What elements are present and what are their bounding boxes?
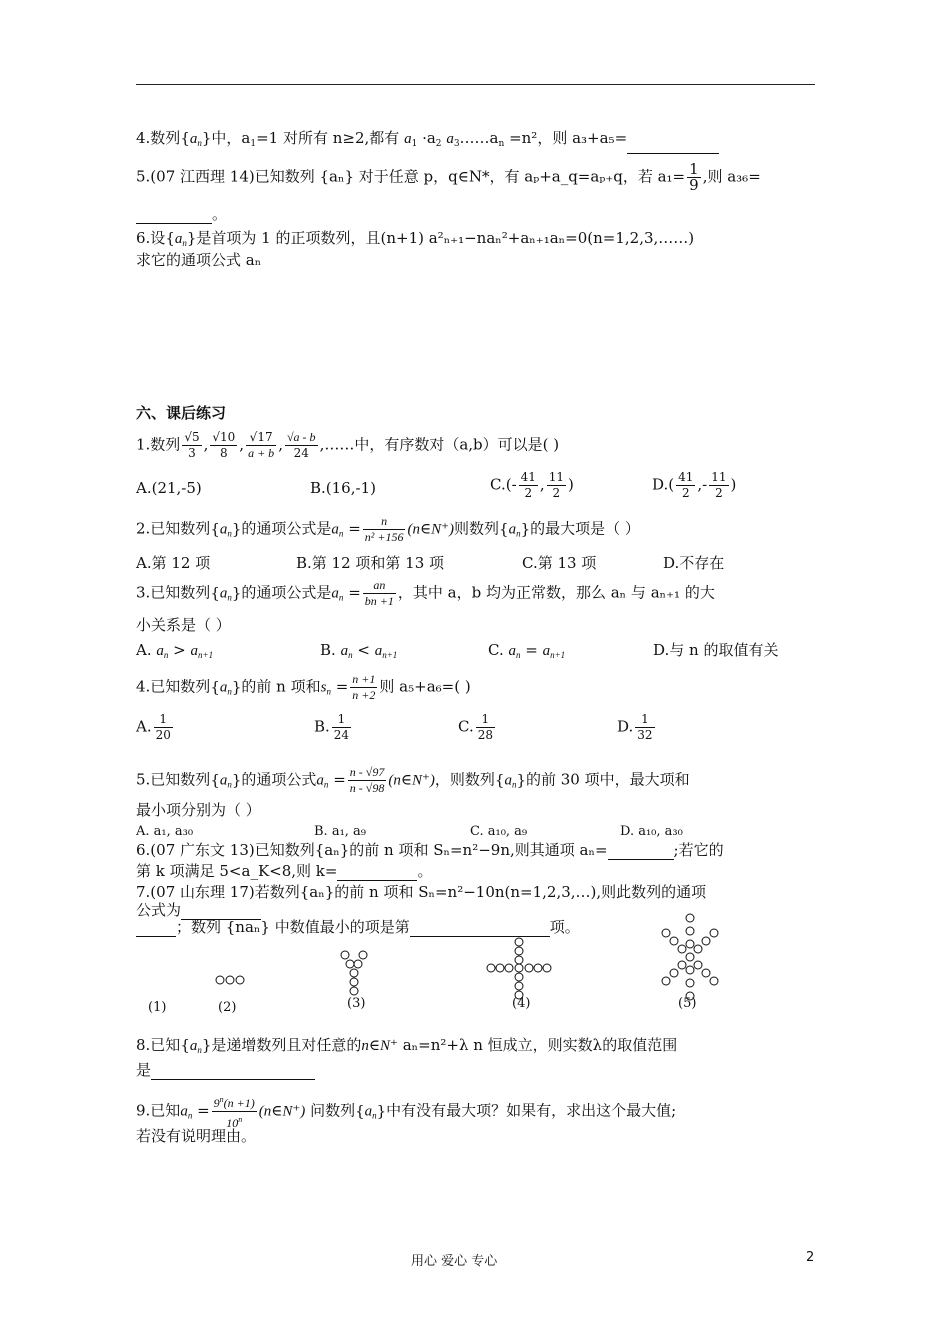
exercise-1: 1.数列 $\frac{√5}{3}$ , $\frac{√10}{8}$ , $\frac{√17}{a + b}$ , $\frac{√a - b}{24}$ ,……中，有序数对（a,b）可以是( ): [136, 430, 560, 460]
ex3-option-d[interactable]: D.与 n 的取值有关: [653, 641, 779, 659]
ex6-blank-1[interactable]: [608, 843, 674, 860]
question-5: [136, 162, 761, 193]
ex5-option-b[interactable]: B. a₁, a₉: [314, 824, 367, 839]
exercise-9: 9.已知$a_n$ = $\frac{9^n(n +1)}{10^n}$ (n∈N⁺) 问数列$\{a_n\}$中有没有最大项？如果有，求出这个最大值;: [136, 1095, 677, 1130]
section-title: 六、课后练习: [136, 404, 227, 422]
ex8-mid: 是递增数列且对任意的: [211, 1036, 362, 1054]
ex6-blank-2[interactable]: [337, 864, 417, 881]
ex2-suffix: 则数列: [454, 519, 500, 538]
q5-answer-blank[interactable]: [136, 207, 212, 224]
q4-answer-blank[interactable]: [627, 137, 719, 154]
ex8-answer-blank[interactable]: [151, 1063, 315, 1080]
ex6-line2b: 。: [417, 862, 433, 880]
exercise-7: 7.(07 山东理 17)若数列{aₙ}的前 n 项和 Sₙ=n²−10n(n=1,2,3,…),则此数列的通项: [136, 883, 707, 901]
ex1-option-c[interactable]: C.(- $\frac{41}{2}$ , $\frac{11}{2}$ ): [490, 470, 574, 500]
exercise-5-line2: 最小项分别为（ ）: [136, 801, 261, 819]
ex5-suffix: ，则数列: [434, 770, 495, 789]
exercise-5: 5.已知数列$\{a_n\}$的通项公式$a_n$ = $\frac{n - √97}{n - √98}$ (n∈N⁺)，则数列$\{a_n\}$的前 30 项中，最大项和: [136, 765, 690, 795]
ex1-option-b[interactable]: B.(16,-1): [310, 479, 376, 497]
q6-prefix: 6.设: [136, 229, 166, 247]
page-number: 2: [806, 1250, 815, 1265]
figure-label-4: (4): [512, 996, 531, 1011]
ex5-prefix: 5.已知数列: [136, 770, 211, 789]
ex6-line2: 第 k 项满足 5<a_K<8,则 k=: [136, 862, 338, 880]
question-6-line2: 求它的通项公式 aₙ: [136, 251, 262, 269]
ex5-mid: 的通项公式: [241, 770, 317, 789]
ex3-prefix: 3.已知数列: [136, 583, 211, 602]
q5-fraction: $\frac{1}{9}$: [689, 160, 699, 194]
ex3-option-c[interactable]: C. $a_n = a_{n+1}$: [488, 641, 566, 660]
exercise-6-line2: [136, 861, 432, 881]
ex9-suffix: 问数列: [310, 1101, 356, 1120]
q4-eq: =n²，则 a₃+a₅=: [509, 129, 628, 147]
ex2-prefix: 2.已知数列: [136, 519, 211, 538]
ex3-option-b[interactable]: B. $a_n < a_{n+1}$: [320, 641, 398, 660]
ex2-end: 的最大项是（ ）: [530, 519, 640, 538]
figure-label-2: (2): [218, 1000, 237, 1015]
ex2-mid: 的通项公式是: [241, 519, 332, 538]
ex2-option-b[interactable]: B.第 12 项和第 13 项: [296, 554, 445, 572]
ex7-line2: 公式为: [136, 901, 182, 919]
fig2-circle: [226, 976, 234, 984]
ex8-suffix: aₙ=n²+λ n 恒成立，则实数λ的取值范围: [402, 1036, 678, 1054]
ex3-mid: 的通项公式是: [241, 583, 332, 602]
figure-label-1: (1): [148, 1000, 167, 1015]
ex5-option-d[interactable]: D. a₁₀, a₃₀: [620, 824, 683, 839]
header-rule: [136, 84, 815, 85]
ex4-suffix: 则 a₅+a₆=( ): [379, 677, 471, 696]
exercise-4: 4.已知数列$\{a_n\}$的前 n 项和$s_n$ = $\frac{n +1}{n +2}$ 则 a₅+a₆=( ): [136, 672, 471, 702]
q5-suffix: ,则 a₃₆=: [702, 167, 761, 186]
figure-label-5: (5): [678, 996, 697, 1011]
ex4-option-b[interactable]: B. $\frac{1}{24}$: [314, 712, 350, 742]
ex4-option-a[interactable]: A. $\frac{1}{20}$: [136, 712, 171, 742]
ex2-option-a[interactable]: A.第 12 项: [136, 554, 211, 572]
ex7-line3a: ；数列 {naₙ} 中数值最小的项是第: [176, 918, 410, 936]
exercise-3: 3.已知数列$\{a_n\}$的通项公式是$a_n$ = $\frac{an}{bn +1}$ ，其中 a，b 均为正常数，那么 aₙ 与 aₙ₊₁ 的大: [136, 578, 715, 608]
exercise-3-line2: 小关系是（ ）: [136, 616, 231, 634]
fig2-circle: [236, 976, 244, 984]
ex8-prefix: 8.已知: [136, 1036, 181, 1054]
q4-text: =1 对所有 n≥2,都有: [256, 129, 400, 147]
ex4-option-c[interactable]: C. $\frac{1}{28}$: [458, 712, 493, 742]
q4-prefix: 4.数列: [136, 129, 181, 147]
exercise-9-line2: 若没有说明理由。: [136, 1127, 257, 1145]
ex7-line3b: 项。: [549, 918, 580, 936]
ex1-option-d[interactable]: D.( $\frac{41}{2}$ ,- $\frac{11}{2}$ ): [652, 470, 737, 500]
ex9-end: 中有没有最大项？如果有，求出这个最大值;: [386, 1101, 677, 1120]
q4-mid: 中，a: [211, 129, 251, 147]
exercise-6: [136, 840, 724, 860]
ex2-option-c[interactable]: C.第 13 项: [522, 554, 597, 572]
ex9-prefix: 9.已知: [136, 1101, 181, 1120]
ex6-line1b: ;若它的: [673, 841, 724, 859]
q6-text: 是首项为 1 的正项数列，且(n+1) a²ₙ₊₁−naₙ²+aₙ₊₁aₙ=0(n=1,2,3,……): [196, 229, 695, 247]
ex1-option-a[interactable]: A.(21,-5): [136, 479, 202, 497]
ex1-prefix: 1.数列: [136, 435, 181, 454]
question-5-blank-line: 。: [136, 204, 227, 224]
ex3-option-a[interactable]: A. $a_n > a_{n+1}$: [136, 641, 214, 660]
ex5-end: 的前 30 项中，最大项和: [526, 770, 690, 789]
ex5-option-a[interactable]: A. a₁, a₃₀: [136, 824, 194, 839]
ex4-option-d[interactable]: D. $\frac{1}{32}$: [617, 712, 653, 742]
ex4-mid: 的前 n 项和: [241, 677, 321, 696]
ex1-suffix: ,……中，有序数对（a,b）可以是( ): [319, 435, 560, 454]
exercise-8-line2: [136, 1060, 315, 1080]
ex8-line2: 是: [136, 1061, 152, 1079]
footer-motto: 用心 爱心 专心: [411, 1254, 498, 1269]
ex3-suffix: ，其中 a，b 均为正常数，那么 aₙ 与 aₙ₊₁ 的大: [397, 583, 715, 602]
question-4: 4.数列$\{a_n\}$中，$a_1=1$ 对所有 n≥2,都有 $a_1 \cdot a_2$ $a_3\dots\dots a_n =n^2$，则 a₃+a₅=: [136, 128, 719, 154]
exercise-8: 8.已知$\{a_n\}$是递增数列且对任意的n∈N⁺ aₙ=n²+λ n 恒成立，则实数λ的取值范围: [136, 1036, 678, 1055]
ex2-option-d[interactable]: D.不存在: [663, 554, 725, 572]
exercise-2: 2.已知数列$\{a_n\}$的通项公式是$a_n$ = $\frac{n}{\text{n² +156}}$ (n∈N⁺)则数列$\{a_n\}$的最大项是（ ）: [136, 514, 640, 544]
figure-label-3: (3): [347, 996, 366, 1011]
ex6-line1: 6.(07 广东文 13)已知数列{aₙ}的前 n 项和 Sₙ=n²−9n,则其通项 aₙ=: [136, 841, 608, 859]
question-6: 6.设$\{a_n\}$是首项为 1 的正项数列，且(n+1) a²ₙ₊₁−naₙ²+aₙ₊₁aₙ=0(n=1,2,3,……): [136, 229, 695, 248]
ex5-option-c[interactable]: C. a₁₀, a₉: [470, 824, 528, 839]
ex4-prefix: 4.已知数列: [136, 677, 211, 696]
fig2-circle: [216, 976, 224, 984]
q5-prefix: 5.(07 江西理 14)已知数列 {aₙ} 对于任意 p，q∈N*，有 aₚ+a_q=aₚ₊q，若 a₁=: [136, 167, 686, 186]
